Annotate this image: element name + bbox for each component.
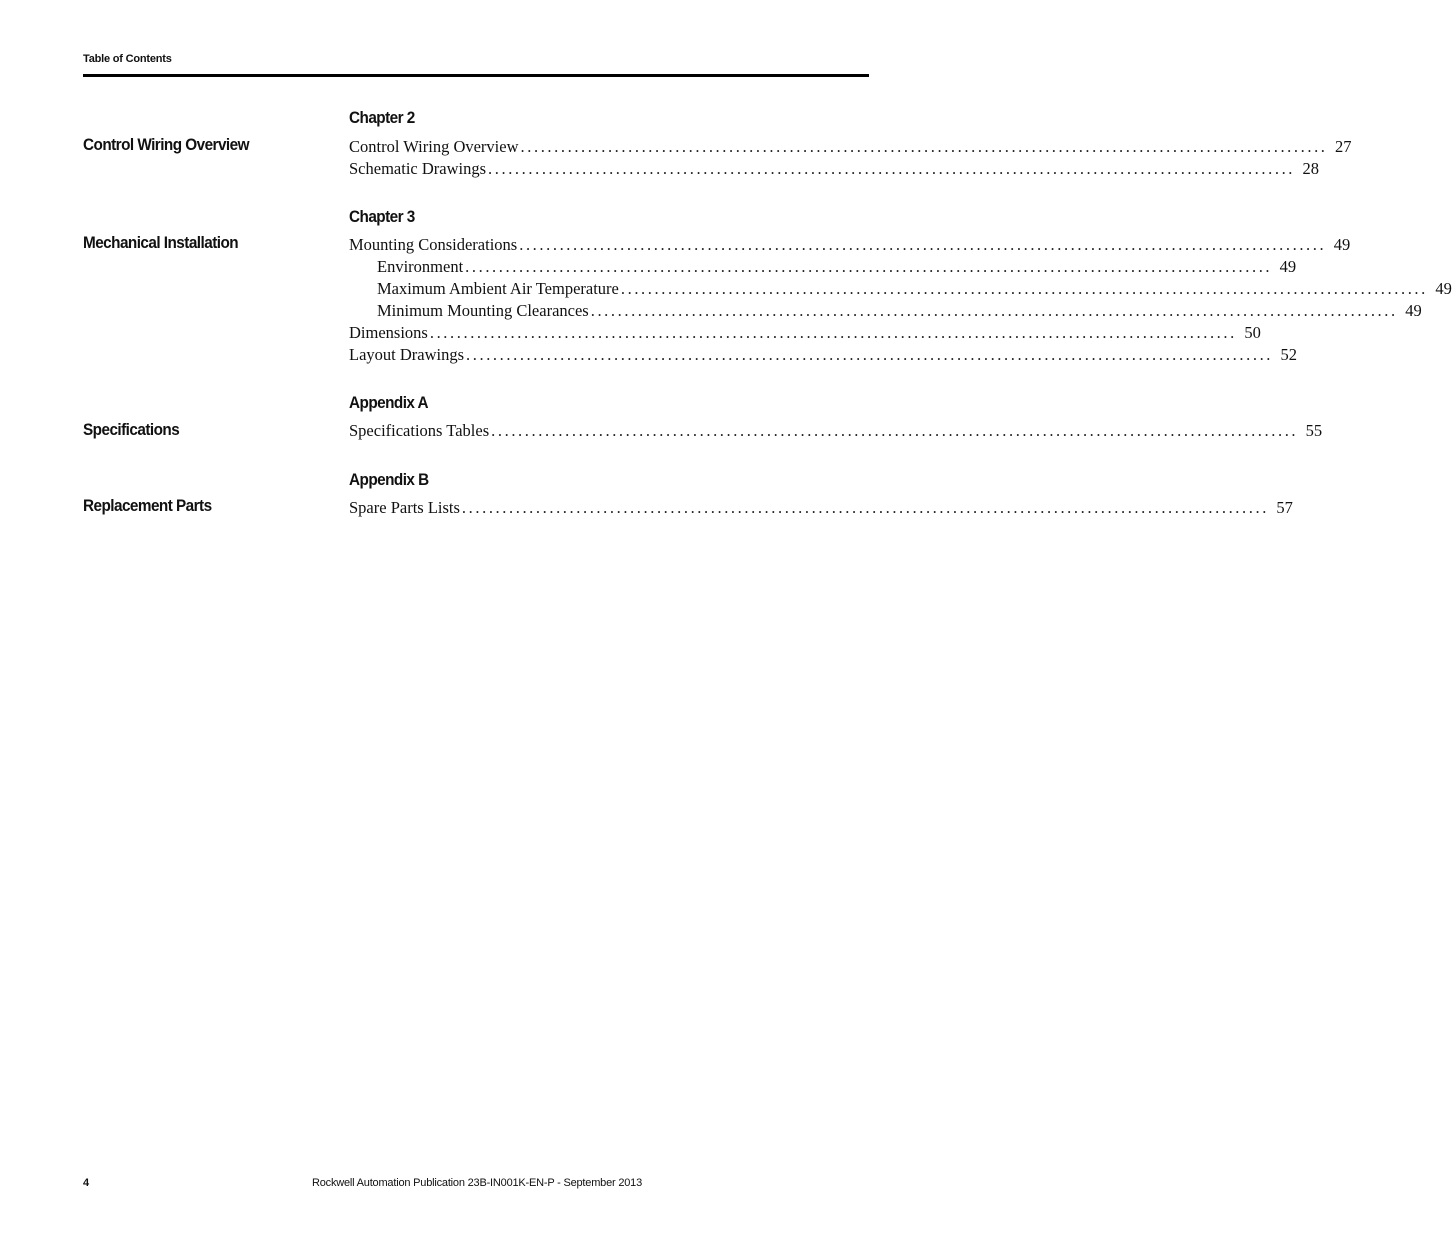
toc-entry-title: Control Wiring Overview bbox=[349, 137, 519, 156]
toc-entry-page: 50 bbox=[1244, 323, 1261, 342]
toc-entry-page: 49 bbox=[1405, 301, 1422, 320]
toc-entry-title: Spare Parts Lists bbox=[349, 498, 460, 517]
toc-entry-page: 49 bbox=[1333, 235, 1351, 254]
chapter-heading-2: Chapter 2 bbox=[349, 108, 415, 127]
toc-subentry[interactable] bbox=[377, 278, 1452, 300]
section-label-control-wiring: Control Wiring Overview bbox=[83, 135, 249, 154]
toc-entry-title: Environment bbox=[377, 257, 464, 276]
toc-entry-page: 57 bbox=[1276, 498, 1293, 517]
appendix-heading-a: Appendix A bbox=[349, 393, 429, 412]
dot-leader: ........................................................................................................................ bbox=[491, 421, 1299, 440]
toc-entry-page: 28 bbox=[1302, 159, 1320, 178]
section-label-mechanical-installation: Mechanical Installation bbox=[83, 233, 239, 252]
toc-entry-page: 49 bbox=[1279, 257, 1297, 276]
toc-entry-title: Schematic Drawings bbox=[349, 159, 487, 178]
toc-entry-page: 55 bbox=[1305, 421, 1323, 440]
toc-entry-title: Minimum Mounting Clearances bbox=[377, 301, 589, 320]
toc-entry[interactable] bbox=[349, 158, 1320, 180]
toc-entry[interactable] bbox=[349, 136, 1352, 158]
toc-entry-title: Maximum Ambient Air Temperature bbox=[377, 279, 619, 298]
toc-entry-title: Dimensions bbox=[349, 323, 428, 342]
section-label-replacement-parts: Replacement Parts bbox=[83, 496, 212, 515]
header-rule bbox=[83, 74, 869, 77]
toc-entry[interactable] bbox=[349, 322, 1261, 344]
dot-leader: ........................................................................................................................ bbox=[520, 137, 1328, 156]
toc-subentry[interactable] bbox=[377, 300, 1422, 322]
toc-entry-page: 49 bbox=[1435, 279, 1452, 298]
toc-entry-title: Layout Drawings bbox=[349, 345, 465, 364]
dot-leader: ........................................................................................................................ bbox=[590, 301, 1398, 320]
toc-entry-title: Specifications Tables bbox=[349, 421, 490, 440]
dot-leader: ........................................................................................................................ bbox=[466, 345, 1274, 364]
section-label-specifications: Specifications bbox=[83, 420, 180, 439]
dot-leader: ........................................................................................................................ bbox=[465, 257, 1273, 276]
dot-leader: ........................................................................................................................ bbox=[461, 498, 1269, 517]
dot-leader: ........................................................................................................................ bbox=[429, 323, 1237, 342]
appendix-heading-b: Appendix B bbox=[349, 470, 429, 489]
toc-entry-page: 27 bbox=[1335, 137, 1352, 156]
toc-entry[interactable] bbox=[349, 344, 1298, 366]
page-number: 4 bbox=[83, 1177, 90, 1189]
toc-entry-page: 52 bbox=[1280, 345, 1298, 364]
running-head: Table of Contents bbox=[83, 53, 172, 65]
dot-leader: ........................................................................................................................ bbox=[519, 235, 1327, 254]
dot-leader: ........................................................................................................................ bbox=[620, 279, 1428, 298]
publication-footer: Rockwell Automation Publication 23B-IN001K-EN-P - September 2013 bbox=[311, 1177, 642, 1189]
toc-entry[interactable] bbox=[349, 234, 1351, 256]
toc-entry-title: Mounting Considerations bbox=[349, 235, 518, 254]
toc-entry[interactable] bbox=[349, 497, 1293, 519]
dot-leader: ........................................................................................................................ bbox=[488, 159, 1296, 178]
toc-entry[interactable] bbox=[349, 420, 1323, 442]
toc-subentry[interactable] bbox=[377, 256, 1297, 278]
chapter-heading-3: Chapter 3 bbox=[349, 207, 415, 226]
